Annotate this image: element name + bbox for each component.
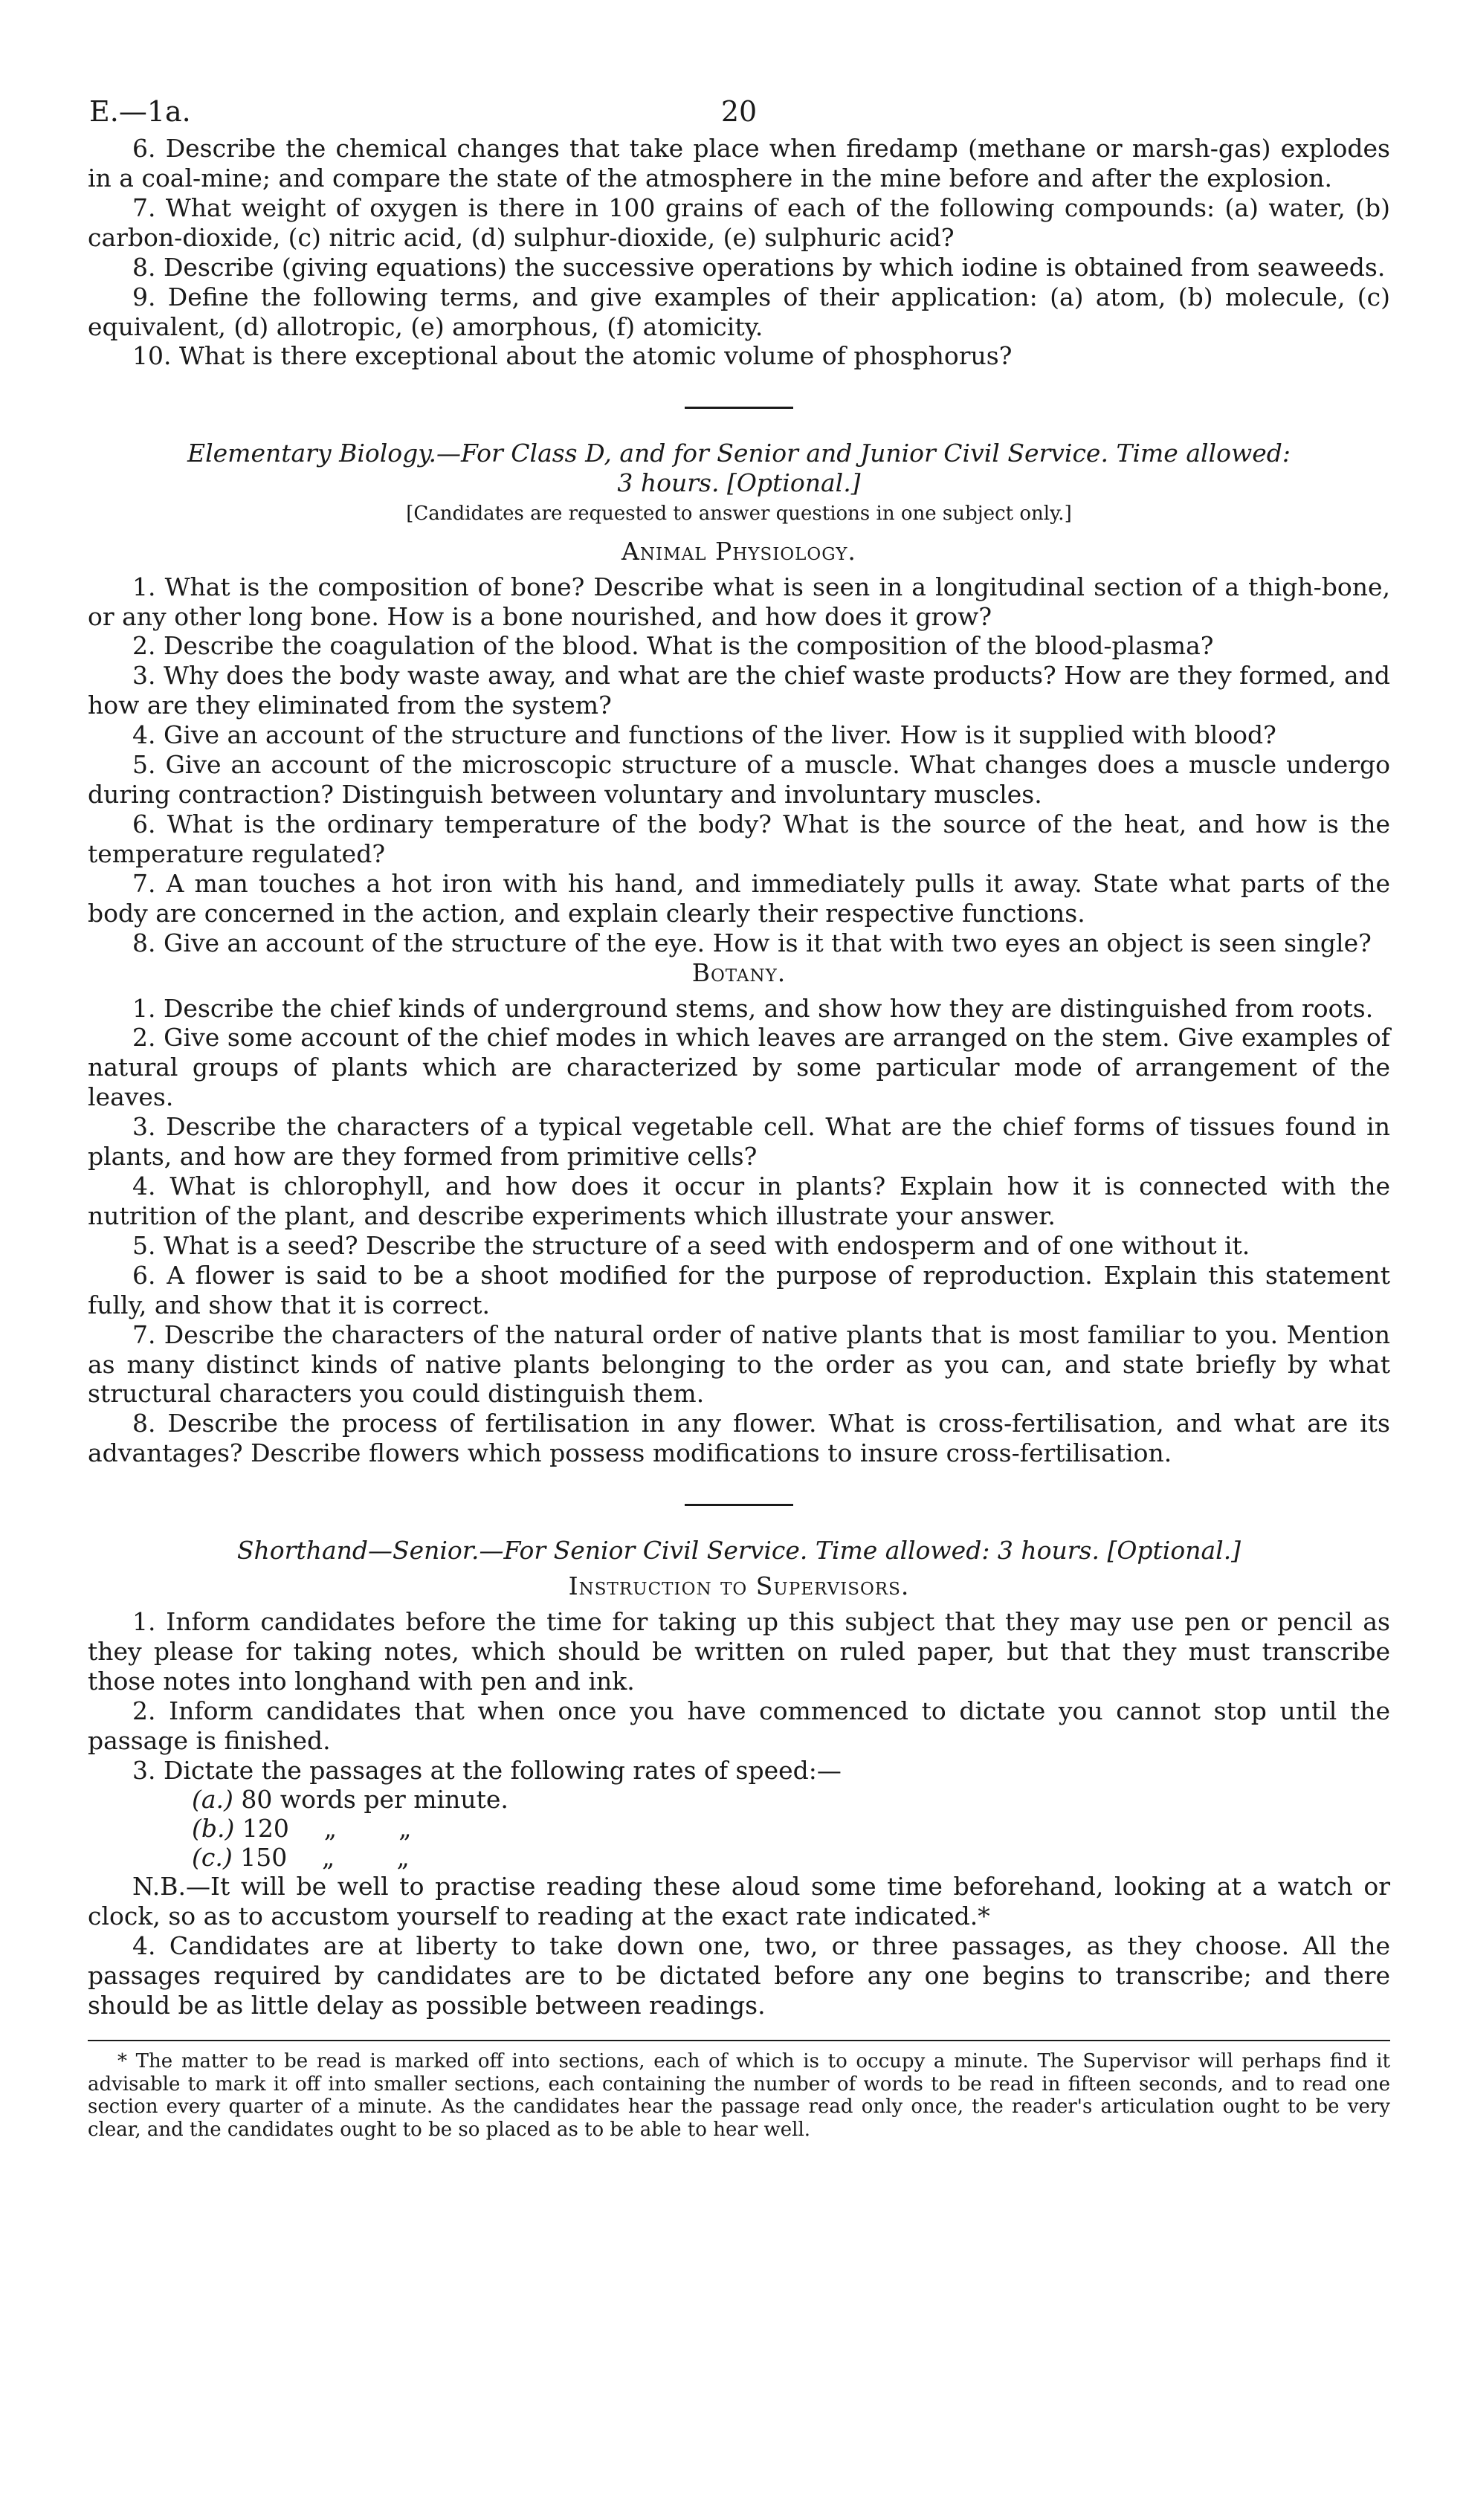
physiology-question: 5. Give an account of the microscopic structure of a muscle. What changes does a muscle undergo during contraction? Distinguish between voluntary and involuntary muscles. [88, 750, 1390, 810]
speed-rate-row [192, 1844, 1390, 1873]
ditto-mark: „ [323, 1813, 337, 1843]
physiology-title: Animal Physiology. [621, 536, 856, 566]
ditto-mark: „ [398, 1813, 412, 1843]
rate-label: (b.) [192, 1813, 235, 1843]
rate-value: 120 [242, 1813, 289, 1843]
botany-question: 5. What is a seed? Describe the structure of a seed with endosperm and of one without it. [132, 1230, 1250, 1260]
speed-rate-row [192, 1786, 1390, 1815]
instruction-item: 4. Candidates are at liberty to take down one, two, or three passages, as they choose. All the passages required by candidates are to be dictated before any one begins to transcribe; and there should be as little delay as possible between readings. [88, 1931, 1390, 2020]
botany-question: 4. What is chlorophyll, and how does it occur in plants? Explain how it is connected with the nutrition of the plant, and describe experiments which illustrate your answer. [88, 1172, 1390, 1230]
question-7: 7. What weight of oxygen is there in 100 grains of each of the following compounds: (a) water, (b) carbon-dioxide, (c) nitric acid, (d) sulphur-dioxide, (e) sulphuric acid? [88, 193, 1390, 252]
shorthand-heading: Shorthand—Senior.—For Senior Civil Service. Time allowed: 3 hours. [Optional.] [236, 1536, 1241, 1566]
physiology-question: 3. Why does the body waste away, and what are the chief waste products? How are they formed, and how are they eliminated from the system? [88, 661, 1390, 720]
ditto-mark: „ [396, 1842, 410, 1872]
biology-note: [Candidates are requested to answer questions in one subject only.] [406, 503, 1072, 526]
question-9: 9. Define the following terms, and give examples of their application: (a) atom, (b) molecule, (c) equivalent, (d) allotropic, (e) amorphous, (f) atomicity. [88, 282, 1390, 341]
biology-heading-line1: Elementary Biology.—For Class D, and for Senior and Junior Civil Service. Time allowed: [187, 439, 1291, 468]
botany-question: 7. Describe the characters of the natural order of native plants that is most familiar to you. Mention as many distinct kinds of native plants belonging to the order as you can, and state briefly by what structural characters you could distinguish them. [88, 1319, 1390, 1409]
physiology-question: 2. Describe the coagulation of the blood. What is the composition of the blood-plasma? [132, 631, 1214, 661]
shorthand-section [88, 1536, 1390, 2020]
section-divider [685, 407, 793, 409]
page-number: 20 [720, 95, 758, 128]
footnote-divider [88, 2040, 1390, 2041]
question-8: 8. Describe (giving equations) the successive operations by which iodine is obtained from seaweeds. [132, 252, 1386, 282]
biology-section [88, 439, 1390, 1468]
botany-question: 2. Give some account of the chief modes in which leaves are arranged on the stem. Give examples of natural groups of plants which are characterized by some particular mode of arrangement of the leaves. [88, 1023, 1390, 1112]
botany-title: Botany. [691, 957, 787, 987]
botany-question: 3. Describe the characters of a typical vegetable cell. What are the chief forms of tissues found in plants, and how are they formed from primitive cells? [88, 1112, 1390, 1172]
rate-label: (a.) [192, 1784, 233, 1814]
speed-rates-list [192, 1786, 1390, 1873]
instruction-title: Instruction to Supervisors. [568, 1571, 910, 1601]
section-divider [685, 1504, 793, 1506]
page-header [88, 82, 1390, 134]
chemistry-questions [88, 134, 1390, 371]
document-page [88, 82, 1390, 2142]
botany-question: 6. A flower is said to be a shoot modified for the purpose of reproduction. Explain this statement fully, and show that it is correct. [88, 1260, 1390, 1319]
question-10: 10. What is there exceptional about the atomic volume of phosphorus? [132, 341, 1013, 371]
nota-bene: N.B.—It will be well to practise reading these aloud some time beforehand, looking at a watch or clock, so as to accustom yourself to reading at the exact rate indicated.* [88, 1872, 1390, 1931]
instruction-item: 3. Dictate the passages at the following rates of speed:— [132, 1755, 842, 1785]
speed-rate-row [192, 1815, 1390, 1844]
series-code: E.—1a. [89, 95, 191, 128]
rate-label: (c.) [192, 1842, 233, 1872]
rate-value: 150 [240, 1842, 288, 1872]
physiology-question: 6. What is the ordinary temperature of the body? What is the source of the heat, and how is the temperature regulated? [88, 809, 1390, 868]
physiology-question: 7. A man touches a hot iron with his hand, and immediately pulls it away. State what parts of the body are concerned in the action, and explain clearly their respective functions. [88, 868, 1390, 928]
biology-heading-line2: 3 hours. [Optional.] [617, 468, 861, 498]
physiology-question: 4. Give an account of the structure and functions of the liver. How is it supplied with blood? [132, 720, 1276, 750]
footnote: * The matter to be read is marked off into sections, each of which is to occupy a minute. The Supervisor will perhaps find it advisable to mark it off into smaller sections, each containing the number of words to be read in fifteen seconds, and to read one section every quarter of a minute. As the candidates hear the passage read only once, the reader's articulation ought to be very clear, and the candidates ought to be so placed as to be able to hear well. [88, 2050, 1390, 2142]
instruction-item: 2. Inform candidates that when once you have commenced to dictate you cannot stop until the passage is finished. [88, 1696, 1390, 1755]
physiology-question: 1. What is the composition of bone? Describe what is seen in a longitudinal section of a thigh-bone, or any other long bone. How is a bone nourished, and how does it grow? [88, 572, 1390, 631]
botany-question: 8. Describe the process of fertilisation in any flower. What is cross-fertilisation, and what are its advantages? Describe flowers which possess modifications to insure cross-fertilisation. [88, 1409, 1390, 1468]
question-6: 6. Describe the chemical changes that take place when firedamp (methane or marsh-gas) explodes in a coal-mine; and compare the state of the atmosphere in the mine before and after the explosion. [88, 134, 1390, 193]
instruction-item: 1. Inform candidates before the time for taking up this subject that they may use pen or pencil as they please for taking notes, which should be written on ruled paper, but that they must transcribe those notes into longhand with pen and ink. [88, 1607, 1390, 1696]
rate-value: 80 words per minute. [241, 1784, 508, 1814]
physiology-question: 8. Give an account of the structure of the eye. How is it that with two eyes an object is seen single? [132, 928, 1372, 957]
biology-heading [88, 439, 1390, 498]
botany-question: 1. Describe the chief kinds of underground stems, and show how they are distinguished from roots. [132, 993, 1374, 1023]
ditto-mark: „ [322, 1842, 335, 1872]
